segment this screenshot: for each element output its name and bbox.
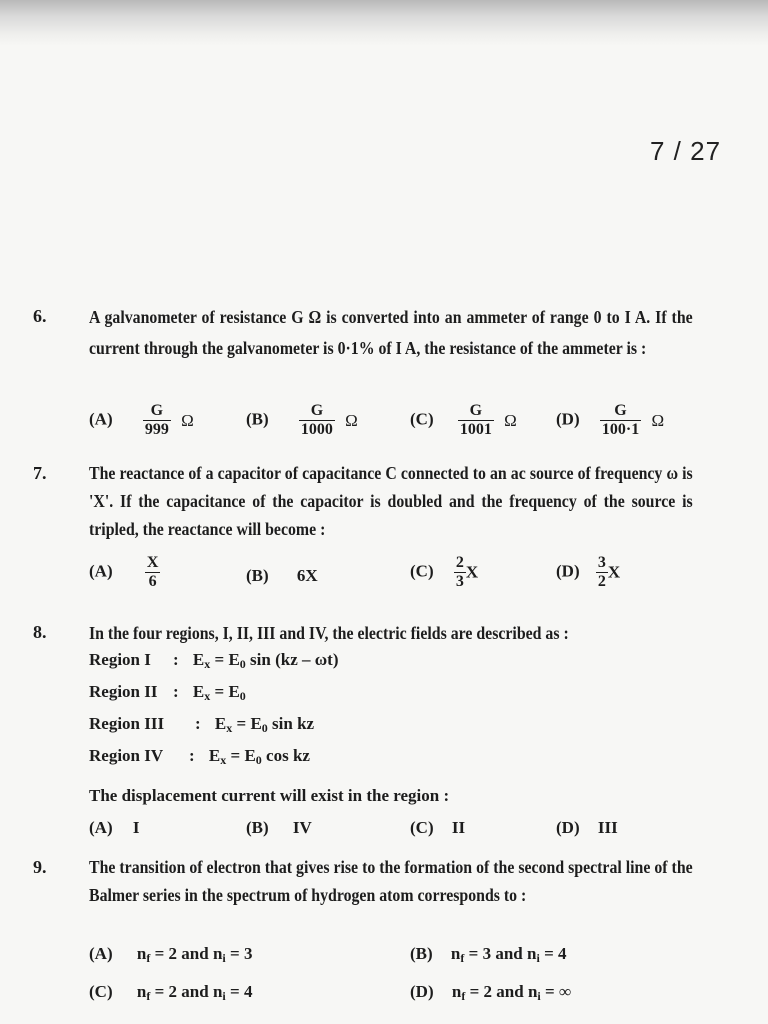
option-label: (D)	[556, 818, 580, 837]
ni-value: 3	[243, 944, 253, 963]
option-value: I	[132, 818, 140, 837]
subscript: i	[537, 989, 541, 1003]
subscript: x	[220, 753, 227, 767]
option-label: (A)	[89, 561, 113, 581]
unit: Ω	[651, 410, 665, 430]
question-number: 6.	[33, 306, 47, 326]
expression: sin (kz – ωt)	[250, 650, 339, 669]
fraction	[458, 402, 494, 439]
question-text: A galvanometer of resistance G Ω is converted into an ammeter of range 0 to I A. If the current through the galvanometer is 0·1% of I A, the resistance of the ammeter is :	[89, 307, 693, 358]
option-b	[246, 818, 312, 838]
option-label: (C)	[410, 818, 434, 837]
fraction	[299, 402, 335, 439]
subscript: f	[461, 989, 466, 1003]
subscript: f	[146, 989, 151, 1003]
and-word: and	[181, 944, 209, 963]
option-label: (C)	[89, 982, 113, 1001]
option-d	[556, 554, 620, 591]
option-label: (A)	[89, 944, 113, 963]
and-word: and	[181, 982, 209, 1001]
option-label: (A)	[89, 818, 113, 837]
region-line-2	[89, 682, 246, 704]
fraction	[600, 402, 641, 439]
separator: :	[195, 714, 201, 733]
subscript: 0	[239, 657, 246, 671]
field-symbol: E	[192, 682, 205, 701]
field-symbol: E	[208, 746, 221, 765]
equals: =	[154, 982, 165, 1001]
question-number: 8.	[33, 622, 47, 642]
subscript: x	[204, 689, 211, 703]
n-symbol: n	[136, 944, 147, 963]
option-label: (B)	[246, 409, 269, 429]
expression: cos kz	[266, 746, 310, 765]
denominator: 6	[148, 573, 157, 590]
option-label: (D)	[556, 409, 580, 429]
numerator: G	[143, 402, 171, 421]
option-c	[89, 982, 252, 1004]
option-label: (B)	[410, 944, 433, 963]
unit: Ω	[504, 410, 517, 430]
region-line-4	[89, 746, 310, 768]
option-a	[89, 554, 160, 591]
region-name: Region II	[89, 682, 158, 701]
option-label: (C)	[410, 561, 434, 581]
field-symbol: E	[244, 746, 256, 765]
region-line-3	[89, 714, 314, 736]
region-line-1	[89, 650, 339, 672]
subscript: x	[204, 657, 211, 671]
field-symbol: E	[228, 682, 240, 701]
denominator: 1000	[300, 421, 333, 438]
question-text: The reactance of a capacitor of capacitance C connected to an ac source of frequency ω is 'X'. If the capacitance of the capacitor is doubled and the frequency of the source is tripled, the reactance will become :	[89, 463, 693, 539]
option-label: (B)	[246, 818, 269, 837]
option-value: IV	[292, 818, 312, 837]
equals: =	[230, 982, 240, 1001]
unit: Ω	[181, 410, 194, 430]
subscript: i	[222, 989, 226, 1003]
fraction	[454, 554, 466, 591]
n-symbol: n	[212, 944, 223, 963]
equals: =	[214, 682, 225, 701]
subscript: 0	[239, 689, 246, 703]
subscript: f	[460, 951, 465, 965]
option-label: (D)	[410, 982, 434, 1001]
equals: =	[545, 982, 555, 1001]
option-a	[89, 944, 252, 966]
nf-value: 2	[168, 982, 178, 1001]
field-symbol: E	[250, 714, 262, 733]
nf-value: 2	[168, 944, 178, 963]
equals: =	[544, 944, 554, 963]
n-symbol: n	[527, 944, 537, 963]
separator: :	[189, 746, 195, 765]
option-label: (C)	[410, 409, 434, 429]
option-b	[246, 402, 358, 439]
option-c	[410, 402, 517, 439]
subscript: i	[536, 951, 540, 965]
equals: =	[154, 944, 165, 963]
option-d	[410, 982, 571, 1004]
subscript: 0	[255, 753, 262, 767]
option-label: (A)	[89, 409, 113, 429]
option-c	[410, 554, 478, 591]
scan-edge-shadow	[0, 0, 768, 46]
denominator: 1001	[459, 421, 492, 438]
question-prompt: The displacement current will exist in the region :	[89, 786, 450, 805]
expression: sin kz	[272, 714, 315, 733]
subscript: x	[226, 721, 233, 735]
subscript: i	[222, 951, 226, 965]
fraction	[145, 554, 161, 591]
option-suffix: X	[607, 562, 621, 582]
option-suffix: X	[465, 562, 479, 582]
region-name: Region I	[89, 650, 151, 669]
field-symbol: E	[192, 650, 205, 669]
option-b	[246, 566, 318, 586]
field-symbol: E	[214, 714, 227, 733]
n-symbol: n	[451, 982, 462, 1001]
nf-value: 3	[482, 944, 492, 963]
option-a	[89, 818, 139, 838]
equals: =	[468, 944, 479, 963]
option-value: 6X	[296, 566, 318, 585]
numerator: 3	[597, 554, 606, 571]
and-word: and	[495, 944, 523, 963]
n-symbol: n	[212, 982, 223, 1001]
option-label: (B)	[246, 566, 269, 585]
numerator: G	[299, 402, 335, 421]
denominator: 999	[144, 421, 169, 438]
field-symbol: E	[228, 650, 240, 669]
option-value: II	[451, 818, 466, 837]
equals: =	[236, 714, 247, 733]
fraction	[596, 554, 608, 591]
numerator: 2	[455, 554, 464, 571]
ni-value: 4	[243, 982, 253, 1001]
denominator: 3	[455, 573, 464, 590]
numerator: X	[146, 554, 159, 571]
ni-value: 4	[558, 944, 567, 963]
n-symbol: n	[136, 982, 147, 1001]
equals: =	[230, 944, 240, 963]
equals: =	[214, 650, 225, 669]
page-number: 7 / 27	[650, 136, 722, 166]
fraction	[143, 402, 171, 439]
and-word: and	[496, 982, 524, 1001]
option-b	[410, 944, 567, 966]
separator: :	[173, 650, 179, 669]
option-d	[556, 818, 618, 838]
denominator: 100·1	[601, 421, 640, 438]
question-intro: In the four regions, I, II, III and IV, the electric fields are described as :	[89, 623, 569, 643]
option-label: (D)	[556, 561, 580, 581]
option-d	[556, 402, 664, 439]
option-a	[89, 402, 194, 439]
option-value: III	[597, 818, 618, 837]
n-symbol: n	[527, 982, 538, 1001]
unit: Ω	[345, 410, 358, 430]
numerator: G	[600, 402, 641, 421]
nf-value: 2	[483, 982, 493, 1001]
n-symbol: n	[450, 944, 461, 963]
question-text: The transition of electron that gives rise to the formation of the second spectral line of the Balmer series in the spectrum of hydrogen atom corresponds to :	[89, 857, 693, 905]
equals: =	[230, 746, 241, 765]
question-number: 7.	[33, 463, 47, 483]
denominator: 2	[597, 573, 606, 590]
option-c	[410, 818, 465, 838]
equals: =	[469, 982, 480, 1001]
region-name: Region IV	[89, 746, 164, 765]
subscript: f	[146, 951, 151, 965]
question-number: 9.	[33, 857, 47, 877]
subscript: 0	[261, 721, 268, 735]
ni-value: ∞	[558, 982, 572, 1001]
region-name: Region III	[89, 714, 165, 733]
numerator: G	[458, 402, 494, 421]
separator: :	[173, 682, 179, 701]
